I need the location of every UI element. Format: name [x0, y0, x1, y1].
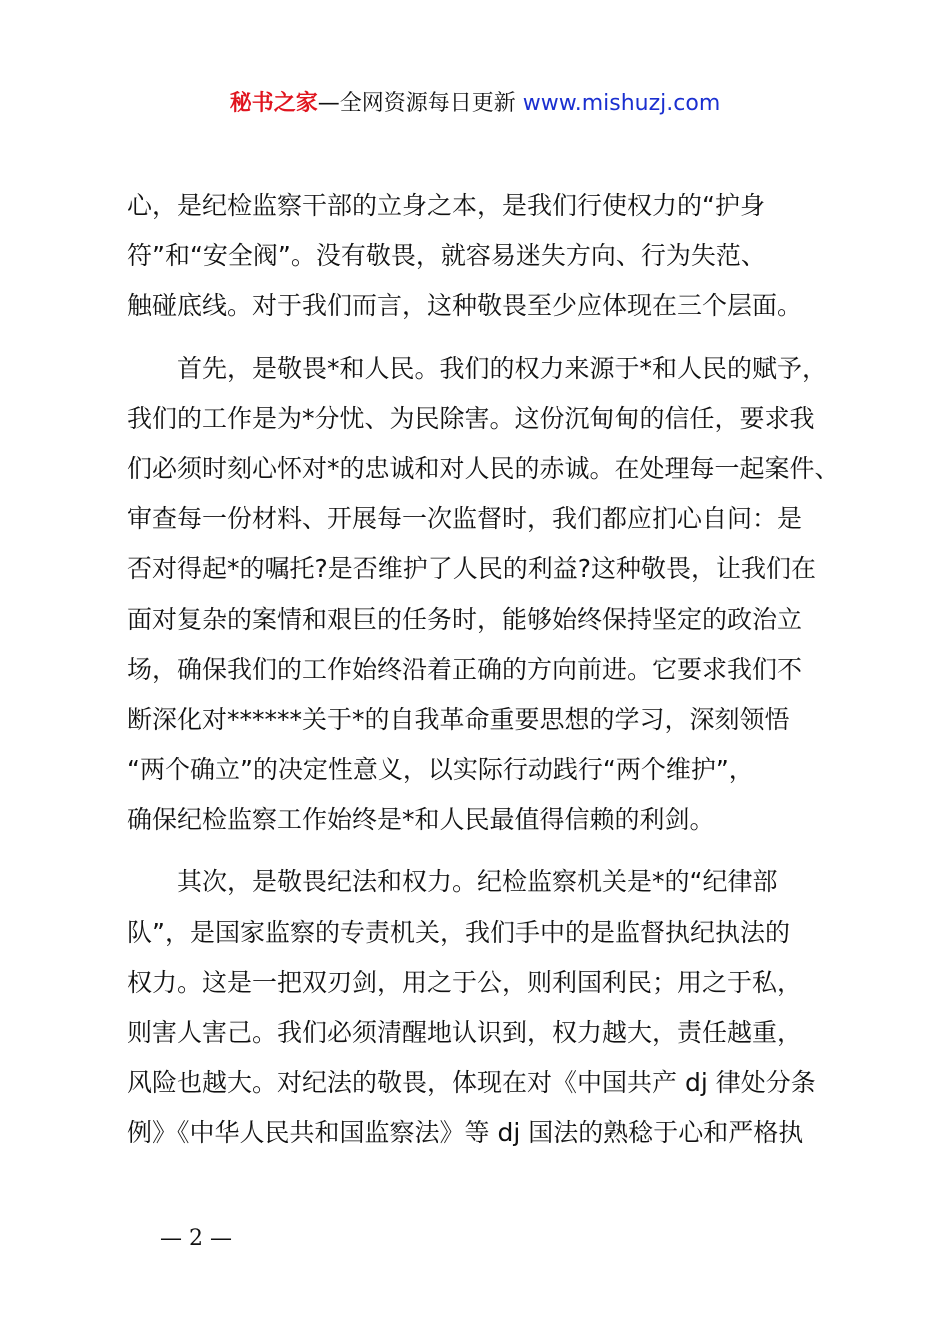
paragraph: [127, 857, 827, 1158]
text-line: 们必须时刻心怀对*的忠诚和对人民的赤诚。在处理每一起案件、: [127, 453, 840, 483]
text-line: 其次，是敬畏纪法和权力。纪检监察机关是*的“纪律部: [127, 867, 778, 897]
text-line: 断深化对******关于*的自我革命重要思想的学习，深刻领悟: [127, 704, 790, 734]
site-brand: 秘书之家: [229, 91, 318, 116]
text-line: 心，是纪检监察干部的立身之本，是我们行使权力的“护身: [127, 191, 765, 220]
paragraph: [127, 181, 827, 332]
text-line: 我们的工作是为*分忧、为民除害。这份沉甸甸的信任，要求我: [127, 403, 815, 433]
text-line: 首先，是敬畏*和人民。我们的权力来源于*和人民的赋予，: [127, 353, 828, 383]
text-line: 触碰底线。对于我们而言，这种敬畏至少应体现在三个层面。: [127, 291, 803, 321]
text-line: 风险也越大。对纪法的敬畏，体现在对《中国共产 dj 律处分条: [127, 1068, 816, 1098]
site-url-link[interactable]: www.mishuzj.com: [522, 91, 721, 116]
text-line: 则害人害己。我们必须清醒地认识到，权力越大，责任越重，: [127, 1018, 803, 1047]
document-body: [127, 181, 840, 1159]
text-line: 符”和“安全阀”。没有敬畏，就容易迷失方向、行为失范、: [127, 241, 766, 271]
text-line: 审查每一份材料、开展每一次监督时，我们都应扪心自问：是: [127, 504, 803, 534]
text-line: “两个确立”的决定性意义，以实际行动践行“两个维护”，: [127, 755, 754, 785]
text-line: 队”，是国家监察的专责机关，我们手中的是监督执纪执法的: [127, 917, 790, 947]
text-line: 否对得起*的嘱托?是否维护了人民的利益?这种敬畏，让我们在: [127, 554, 817, 584]
text-line: 场，确保我们的工作始终沿着正确的方向前进。它要求我们不: [127, 654, 803, 684]
text-line: 确保纪检监察工作始终是*和人民最值得信赖的利剑。: [127, 805, 715, 835]
paragraph: [127, 344, 840, 846]
text-line: 面对复杂的案情和艰巨的任务时，能够始终保持坚定的政治立: [127, 604, 803, 634]
text-line: 权力。这是一把双刃剑，用之于公，则利国利民；用之于私，: [127, 967, 803, 997]
page-number: — 2 —: [160, 1226, 232, 1251]
site-slogan: —全网资源每日更新: [317, 91, 516, 116]
site-header: [0, 88, 950, 120]
text-line: 例》《中华人民共和国监察法》等 dj 国法的熟稔于心和严格执: [127, 1118, 804, 1148]
